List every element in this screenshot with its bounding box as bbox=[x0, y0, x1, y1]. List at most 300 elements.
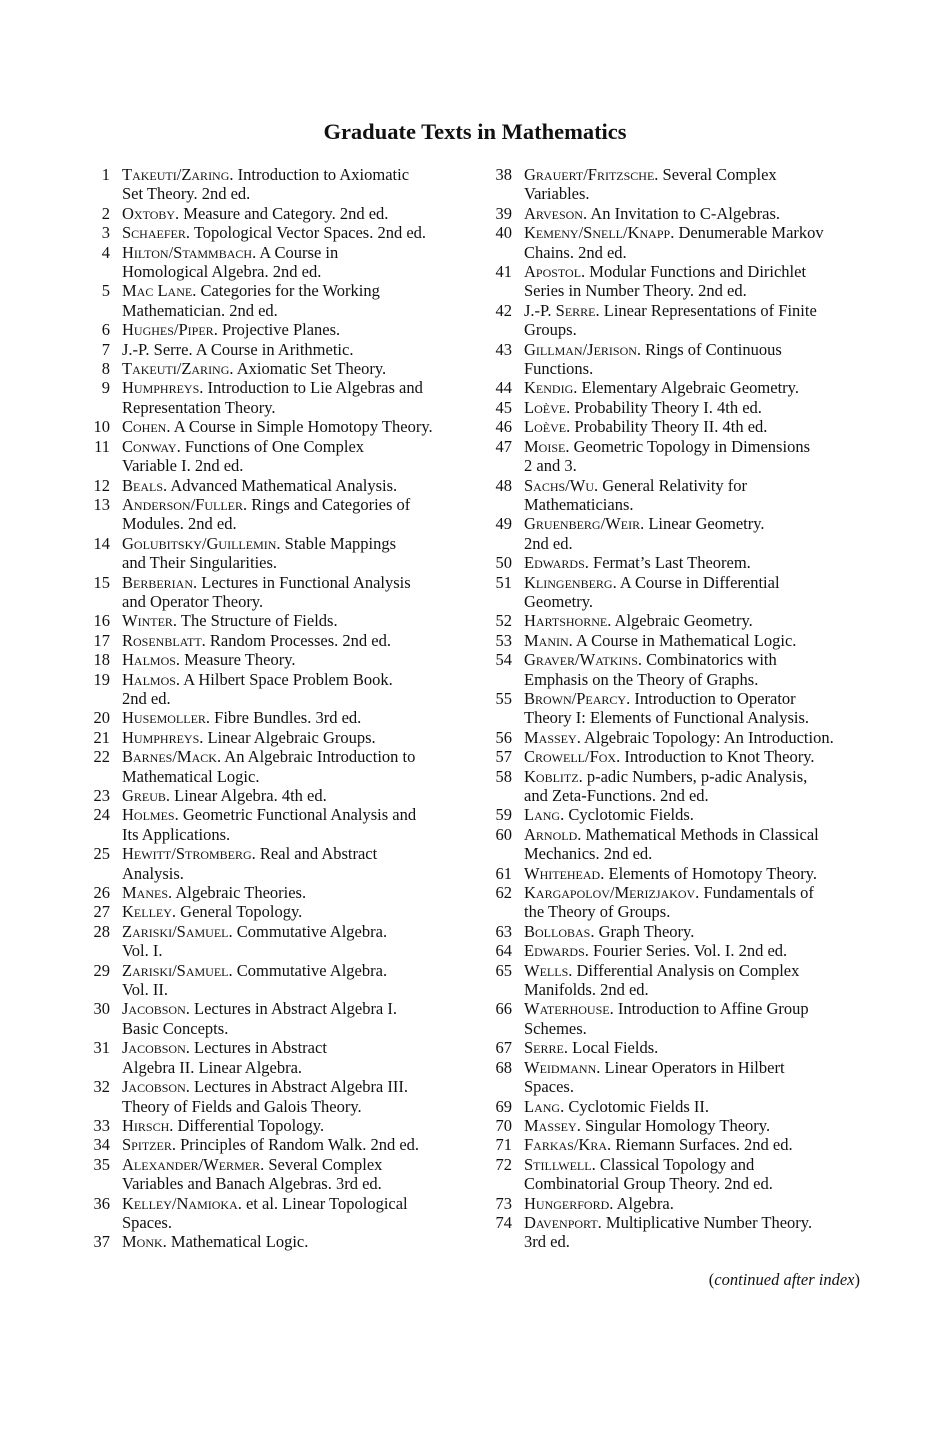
author-name: Husemoller bbox=[122, 708, 206, 728]
list-item-continuation bbox=[488, 980, 868, 999]
entry-text: Hewitt/Stromberg. Real and Abstract bbox=[122, 844, 378, 864]
entry-text: Jacobson. Lectures in Abstract bbox=[122, 1038, 327, 1058]
list-item bbox=[86, 223, 466, 242]
entry-text: Golubitsky/Guillemin. Stable Mappings bbox=[122, 533, 397, 553]
entry-title: Functions of One Complex bbox=[184, 436, 365, 456]
entry-text: Zariski/Samuel. Commutative Algebra. bbox=[122, 921, 388, 941]
author-name: Berberian bbox=[122, 572, 194, 592]
entry-text: Bollobas. Graph Theory. bbox=[524, 921, 695, 941]
entry-text bbox=[512, 359, 868, 378]
entry-title: Classical Topology and bbox=[599, 1154, 755, 1174]
list-item bbox=[86, 631, 466, 650]
entry-title: Several Complex bbox=[268, 1154, 383, 1174]
list-item bbox=[488, 573, 868, 592]
entry-text: Massey. Algebraic Topology: An Introduction. bbox=[524, 727, 834, 747]
volume-number bbox=[488, 456, 512, 475]
list-item bbox=[86, 359, 466, 378]
entry-text bbox=[512, 902, 868, 921]
entry-title: p-adic Numbers, p-adic Analysis, bbox=[586, 766, 808, 786]
list-item bbox=[488, 611, 868, 630]
list-item bbox=[86, 650, 466, 669]
volume-number: 41 bbox=[495, 262, 512, 282]
volume-number: 59 bbox=[495, 805, 512, 825]
volume-number: 61 bbox=[495, 863, 512, 883]
entry-title: Functions. bbox=[524, 359, 594, 379]
list-item bbox=[488, 437, 868, 456]
entry-title: A Course in Mathematical Logic. bbox=[576, 630, 797, 650]
volume-number bbox=[488, 902, 512, 921]
entry-text: Berberian. Lectures in Functional Analysis bbox=[122, 572, 411, 592]
list-item bbox=[86, 437, 466, 456]
entry-title: Modular Functions and Dirichlet bbox=[589, 262, 807, 282]
entry-text: Schaefer. Topological Vector Spaces. 2nd ed. bbox=[122, 223, 427, 243]
list-item bbox=[86, 883, 466, 902]
list-item-continuation bbox=[488, 1077, 868, 1096]
list-item-continuation bbox=[86, 980, 466, 999]
entry-title: Theory of Fields and Galois Theory. bbox=[122, 1096, 362, 1116]
entry-text: Halmos. Measure Theory. bbox=[122, 650, 296, 670]
author-name: Brown/Pearcy bbox=[524, 688, 627, 708]
list-item bbox=[488, 553, 868, 572]
volume-number: 64 bbox=[495, 941, 512, 961]
author-name: Serre bbox=[524, 1038, 564, 1058]
author-name: Zariski/Samuel bbox=[122, 960, 229, 980]
entry-title: Fibre Bundles. 3rd ed. bbox=[214, 708, 362, 728]
author-name: Humphreys bbox=[122, 727, 200, 747]
list-item bbox=[488, 689, 868, 708]
entry-title: Denumerable Markov bbox=[678, 223, 824, 243]
entry-title: Rings of Continuous bbox=[645, 339, 782, 359]
entry-title: A Hilbert Space Problem Book. bbox=[183, 669, 393, 689]
entry-text: Manin. A Course in Mathematical Logic. bbox=[524, 630, 797, 650]
entry-title: Elementary Algebraic Geometry. bbox=[581, 378, 799, 398]
volume-number: 27 bbox=[93, 902, 110, 922]
author-name: Loève bbox=[524, 397, 567, 417]
entry-title: Categories for the Working bbox=[200, 281, 380, 301]
entry-title: Linear Algebraic Groups. bbox=[207, 727, 376, 747]
list-item bbox=[86, 417, 466, 436]
author-name: Mac Lane bbox=[122, 281, 193, 301]
entry-title: Projective Planes. bbox=[221, 320, 341, 340]
author-name: Rosenblatt bbox=[122, 630, 202, 650]
volume-number: 14 bbox=[93, 533, 110, 553]
volume-number bbox=[488, 184, 512, 203]
entry-text: Mac Lane. Categories for the Working bbox=[122, 281, 380, 301]
entry-title: Lectures in Abstract Algebra I. bbox=[194, 999, 398, 1019]
entry-title: Probability Theory I. 4th ed. bbox=[574, 397, 762, 417]
entry-title: Local Fields. bbox=[572, 1038, 659, 1058]
author-name: Golubitsky/Guillemin bbox=[122, 533, 277, 553]
list-item bbox=[488, 631, 868, 650]
entry-text: J.-P. Serre. Linear Representations of Finite bbox=[524, 300, 817, 320]
entry-text: Arveson. An Invitation to C-Algebras. bbox=[524, 203, 781, 223]
entry-text: Spitzer. Principles of Random Walk. 2nd ed. bbox=[122, 1135, 420, 1155]
list-item bbox=[488, 1194, 868, 1213]
entry-text: Wells. Differential Analysis on Complex bbox=[524, 960, 800, 980]
volume-number bbox=[488, 670, 512, 689]
volume-number: 65 bbox=[495, 960, 512, 980]
author-name: Jacobson bbox=[122, 1077, 186, 1097]
author-name: Kargapolov/Merizjakov bbox=[524, 883, 696, 903]
author-name: Hilton/Stammbach bbox=[122, 242, 253, 262]
volume-number bbox=[86, 825, 110, 844]
entry-text: Halmos. A Hilbert Space Problem Book. bbox=[122, 669, 393, 689]
volume-number bbox=[488, 592, 512, 611]
entry-title: Groups. bbox=[524, 320, 577, 340]
volume-number: 66 bbox=[495, 999, 512, 1019]
entry-text bbox=[110, 398, 466, 417]
entry-text bbox=[110, 1058, 466, 1077]
volume-number: 63 bbox=[495, 921, 512, 941]
author-name: Davenport bbox=[524, 1212, 598, 1232]
entry-title: Lectures in Abstract bbox=[194, 1038, 327, 1058]
author-name: Beals bbox=[122, 475, 164, 495]
entry-title: Analysis. bbox=[122, 863, 184, 883]
list-item bbox=[488, 262, 868, 281]
list-item bbox=[488, 1038, 868, 1057]
author-name: Jacobson bbox=[122, 999, 186, 1019]
list-item bbox=[86, 165, 466, 184]
list-item bbox=[488, 747, 868, 766]
author-name: Massey bbox=[524, 1115, 577, 1135]
entry-title: J.-P. Serre. A Course in Arithmetic. bbox=[122, 339, 354, 359]
entry-title: The Structure of Fields. bbox=[180, 611, 338, 631]
entry-title: Commutative Algebra. bbox=[236, 921, 388, 941]
entry-text: Takeuti/Zaring. Introduction to Axiomatic bbox=[122, 165, 410, 184]
entry-text bbox=[512, 1174, 868, 1193]
entry-text: Manes. Algebraic Theories. bbox=[122, 883, 307, 903]
entry-text: Humphreys. Linear Algebraic Groups. bbox=[122, 727, 376, 747]
volume-number bbox=[86, 262, 110, 281]
volume-number bbox=[86, 980, 110, 999]
volume-number: 69 bbox=[495, 1096, 512, 1116]
entry-text bbox=[512, 980, 868, 999]
entry-title: Algebraic Geometry. bbox=[614, 611, 753, 631]
entry-title: Singular Homology Theory. bbox=[584, 1115, 771, 1135]
author-name: Gillman/Jerison bbox=[524, 339, 637, 359]
author-name: Hungerford bbox=[524, 1193, 610, 1213]
volume-number bbox=[86, 1174, 110, 1193]
entry-title: Principles of Random Walk. 2nd ed. bbox=[180, 1135, 420, 1155]
entry-title: Schemes. bbox=[524, 1018, 587, 1038]
volume-number: 9 bbox=[101, 378, 110, 398]
volume-number: 55 bbox=[495, 688, 512, 708]
entry-text: Koblitz. p-adic Numbers, p-adic Analysis, bbox=[524, 766, 808, 786]
volume-number: 44 bbox=[495, 378, 512, 398]
entry-title: General Relativity for bbox=[602, 475, 748, 495]
list-item-continuation bbox=[86, 262, 466, 281]
volume-number: 22 bbox=[93, 747, 110, 767]
volume-number bbox=[488, 243, 512, 262]
volume-number: 10 bbox=[93, 417, 110, 437]
author-name: Barnes/Mack bbox=[122, 747, 217, 767]
entry-text: Brown/Pearcy. Introduction to Operator bbox=[524, 688, 796, 708]
list-item bbox=[86, 922, 466, 941]
volume-number bbox=[86, 514, 110, 533]
volume-number: 19 bbox=[93, 669, 110, 689]
list-item bbox=[86, 281, 466, 300]
author-name: Hughes/Piper bbox=[122, 320, 214, 340]
list-item bbox=[488, 204, 868, 223]
entry-text: Weidmann. Linear Operators in Hilbert bbox=[524, 1057, 785, 1077]
entry-title: Manifolds. 2nd ed. bbox=[524, 980, 649, 1000]
volume-number: 4 bbox=[101, 242, 110, 262]
entry-text: Stillwell. Classical Topology and bbox=[524, 1154, 755, 1174]
list-item-continuation bbox=[488, 320, 868, 339]
list-item-continuation bbox=[86, 514, 466, 533]
entry-text: Kelley. General Topology. bbox=[122, 902, 303, 922]
volume-number: 71 bbox=[495, 1135, 512, 1155]
entry-title: Its Applications. bbox=[122, 824, 231, 844]
list-item bbox=[86, 1194, 466, 1213]
list-item bbox=[488, 417, 868, 436]
list-item bbox=[488, 728, 868, 747]
entry-title: Introduction to Operator bbox=[634, 688, 796, 708]
list-item bbox=[86, 1038, 466, 1057]
entry-text: Gillman/Jerison. Rings of Continuous bbox=[524, 339, 782, 359]
entry-title: Modules. 2nd ed. bbox=[122, 514, 237, 534]
entry-title: Linear Operators in Hilbert bbox=[604, 1057, 785, 1077]
entry-text bbox=[110, 340, 466, 359]
volume-number: 5 bbox=[101, 281, 110, 301]
entry-title: General Topology. bbox=[180, 902, 303, 922]
list-item-continuation bbox=[488, 281, 868, 300]
entry-text bbox=[512, 1019, 868, 1038]
entry-title: Fundamentals of bbox=[703, 883, 814, 903]
list-item bbox=[86, 1135, 466, 1154]
volume-number: 74 bbox=[495, 1212, 512, 1232]
list-item bbox=[488, 1155, 868, 1174]
entry-text: Beals. Advanced Mathematical Analysis. bbox=[122, 475, 398, 495]
entry-text: Crowell/Fox. Introduction to Knot Theory. bbox=[524, 747, 815, 767]
list-item bbox=[488, 165, 868, 184]
volume-number: 1 bbox=[101, 165, 110, 184]
list-item bbox=[488, 340, 868, 359]
page-title: Graduate Texts in Mathematics bbox=[323, 119, 627, 144]
entry-text: Hilton/Stammbach. A Course in bbox=[122, 242, 339, 262]
list-item-continuation bbox=[488, 670, 868, 689]
volume-number bbox=[86, 767, 110, 786]
entry-text bbox=[110, 456, 466, 475]
list-item bbox=[86, 534, 466, 553]
list-item-continuation bbox=[86, 1019, 466, 1038]
volume-number bbox=[86, 1213, 110, 1232]
list-item bbox=[488, 514, 868, 533]
list-item-continuation bbox=[86, 864, 466, 883]
volume-number: 43 bbox=[495, 339, 512, 359]
list-item-continuation bbox=[86, 767, 466, 786]
entry-text: Jacobson. Lectures in Abstract Algebra I. bbox=[122, 999, 398, 1019]
author-name: Grauert/Fritzsche bbox=[524, 165, 655, 184]
volume-number: 67 bbox=[495, 1038, 512, 1058]
entry-title: Measure and Category. 2nd ed. bbox=[183, 203, 389, 223]
entry-text bbox=[110, 1213, 466, 1232]
list-item-continuation bbox=[488, 495, 868, 514]
volume-number: 68 bbox=[495, 1057, 512, 1077]
list-item bbox=[86, 1155, 466, 1174]
author-name: Zariski/Samuel bbox=[122, 921, 229, 941]
list-item bbox=[86, 204, 466, 223]
entry-text: Hughes/Piper. Projective Planes. bbox=[122, 320, 341, 340]
volume-number: 40 bbox=[495, 223, 512, 243]
list-item bbox=[86, 573, 466, 592]
list-item-continuation bbox=[488, 708, 868, 727]
author-name: Kelley/Namioka bbox=[122, 1193, 238, 1213]
volume-number: 13 bbox=[93, 494, 110, 514]
list-item bbox=[488, 883, 868, 902]
volume-number: 56 bbox=[495, 727, 512, 747]
entry-title: An Invitation to C-Algebras. bbox=[590, 203, 781, 223]
volume-number: 15 bbox=[93, 572, 110, 592]
volume-number: 62 bbox=[495, 883, 512, 903]
volume-number: 37 bbox=[93, 1232, 110, 1252]
volume-number: 60 bbox=[495, 824, 512, 844]
entry-text: Grauert/Fritzsche. Several Complex bbox=[524, 165, 777, 184]
entry-title: Real and Abstract bbox=[259, 844, 378, 864]
entry-text: Anderson/Fuller. Rings and Categories of bbox=[122, 494, 411, 514]
entry-text: Kemeny/Snell/Knapp. Denumerable Markov bbox=[524, 223, 824, 243]
list-item bbox=[86, 1232, 466, 1251]
entry-text bbox=[110, 1174, 466, 1193]
entry-title: Representation Theory. bbox=[122, 397, 276, 417]
entry-title: Lectures in Abstract Algebra III. bbox=[194, 1077, 408, 1097]
list-item-continuation bbox=[488, 359, 868, 378]
entry-title: A Course in Differential bbox=[619, 572, 780, 592]
volume-number bbox=[488, 281, 512, 300]
entry-text bbox=[512, 1232, 868, 1251]
volume-number: 34 bbox=[93, 1135, 110, 1155]
entry-title: Topological Vector Spaces. 2nd ed. bbox=[193, 223, 427, 243]
volume-number: 30 bbox=[93, 999, 110, 1019]
list-item bbox=[488, 922, 868, 941]
entry-title: Variables and Banach Algebras. 3rd ed. bbox=[122, 1174, 382, 1194]
list-item-continuation bbox=[488, 534, 868, 553]
entry-title: An Algebraic Introduction to bbox=[224, 747, 416, 767]
volume-number: 46 bbox=[495, 417, 512, 437]
author-name: Spitzer bbox=[122, 1135, 172, 1155]
entry-title: Algebra. bbox=[616, 1193, 674, 1213]
series-list-left-column bbox=[86, 165, 466, 1252]
volume-number: 26 bbox=[93, 883, 110, 903]
entry-text: Apostol. Modular Functions and Dirichlet bbox=[524, 262, 807, 282]
entry-title: Differential Analysis on Complex bbox=[576, 960, 800, 980]
volume-number bbox=[86, 184, 110, 203]
list-item bbox=[86, 670, 466, 689]
entry-text bbox=[110, 553, 466, 572]
entry-title: Mathematician. 2nd ed. bbox=[122, 300, 278, 320]
volume-number: 47 bbox=[495, 436, 512, 456]
entry-title: Variables. bbox=[524, 184, 590, 204]
author-name: Wells bbox=[524, 960, 569, 980]
volume-number bbox=[86, 1019, 110, 1038]
entry-text: Edwards. Fourier Series. Vol. I. 2nd ed. bbox=[524, 941, 788, 961]
entry-text: Davenport. Multiplicative Number Theory. bbox=[524, 1212, 813, 1232]
entry-title: Mathematical Methods in Classical bbox=[585, 824, 819, 844]
author-name: Halmos bbox=[122, 650, 176, 670]
entry-title: Vol. II. bbox=[122, 980, 168, 1000]
volume-number bbox=[488, 844, 512, 863]
entry-text: Kelley/Namioka. et al. Linear Topological bbox=[122, 1193, 408, 1213]
list-item-continuation bbox=[86, 1058, 466, 1077]
volume-number bbox=[488, 1019, 512, 1038]
entry-text: Barnes/Mack. An Algebraic Introduction to bbox=[122, 747, 416, 767]
entry-text: Massey. Singular Homology Theory. bbox=[524, 1115, 771, 1135]
entry-text: Alexander/Wermer. Several Complex bbox=[122, 1154, 383, 1174]
list-item bbox=[86, 243, 466, 262]
list-item bbox=[86, 495, 466, 514]
entry-title: Variable I. 2nd ed. bbox=[122, 456, 244, 476]
author-name: Apostol bbox=[524, 262, 582, 282]
entry-title: Introduction to Lie Algebras and bbox=[207, 378, 423, 398]
list-item bbox=[86, 1077, 466, 1096]
author-name: Monk bbox=[122, 1232, 163, 1252]
author-name: Crowell/Fox bbox=[524, 747, 617, 767]
list-item bbox=[86, 728, 466, 747]
author-name: Manes bbox=[122, 883, 169, 903]
list-item bbox=[488, 1213, 868, 1232]
entry-title: Mathematical Logic. bbox=[170, 1232, 309, 1252]
list-item bbox=[488, 999, 868, 1018]
volume-number bbox=[488, 534, 512, 553]
entry-title: Algebraic Theories. bbox=[175, 883, 307, 903]
entry-title: Basic Concepts. bbox=[122, 1018, 229, 1038]
entry-title: Commutative Algebra. bbox=[236, 960, 388, 980]
entry-title: Random Processes. 2nd ed. bbox=[209, 630, 391, 650]
entry-text: Klingenberg. A Course in Differential bbox=[524, 572, 780, 592]
list-item bbox=[86, 611, 466, 630]
list-item bbox=[488, 864, 868, 883]
volume-number: 39 bbox=[495, 203, 512, 223]
list-item bbox=[488, 961, 868, 980]
entry-title: Introduction to Affine Group bbox=[617, 999, 809, 1019]
author-name: Massey bbox=[524, 727, 577, 747]
volume-number: 33 bbox=[93, 1115, 110, 1135]
list-item bbox=[86, 786, 466, 805]
entry-text bbox=[110, 1097, 466, 1116]
entry-title: Introduction to Axiomatic bbox=[237, 165, 410, 184]
volume-number: 45 bbox=[495, 397, 512, 417]
entry-title: Mechanics. 2nd ed. bbox=[524, 844, 653, 864]
entry-title: Spaces. bbox=[122, 1212, 172, 1232]
author-name: Hewitt/Stromberg bbox=[122, 844, 252, 864]
entry-text: Hungerford. Algebra. bbox=[524, 1193, 674, 1213]
entry-title: 2nd ed. bbox=[122, 688, 171, 708]
author-name: Arnold bbox=[524, 824, 578, 844]
entry-text: Sachs/Wu. General Relativity for bbox=[524, 475, 748, 495]
list-item-continuation bbox=[488, 786, 868, 805]
list-item bbox=[488, 398, 868, 417]
author-name: Manin bbox=[524, 630, 569, 650]
volume-number bbox=[86, 553, 110, 572]
entry-title: Elements of Homotopy Theory. bbox=[608, 863, 817, 883]
entry-title: Probability Theory II. 4th ed. bbox=[574, 417, 768, 437]
author-name: Cohen bbox=[122, 417, 167, 437]
author-name: Waterhouse bbox=[524, 999, 610, 1019]
list-item-continuation bbox=[488, 902, 868, 921]
author-name: Stillwell bbox=[524, 1154, 592, 1174]
entry-title: Spaces. bbox=[524, 1077, 574, 1097]
volume-number: 29 bbox=[93, 960, 110, 980]
entry-text: Lang. Cyclotomic Fields. bbox=[524, 805, 694, 825]
entry-text bbox=[512, 495, 868, 514]
entry-title: 3rd ed. bbox=[524, 1232, 570, 1252]
list-item bbox=[86, 805, 466, 824]
entry-text: Humphreys. Introduction to Lie Algebras and bbox=[122, 378, 423, 398]
volume-number: 18 bbox=[93, 650, 110, 670]
entry-text: Moise. Geometric Topology in Dimensions bbox=[524, 436, 810, 456]
author-name: Jacobson bbox=[122, 1038, 186, 1058]
author-name: Schaefer bbox=[122, 223, 186, 243]
